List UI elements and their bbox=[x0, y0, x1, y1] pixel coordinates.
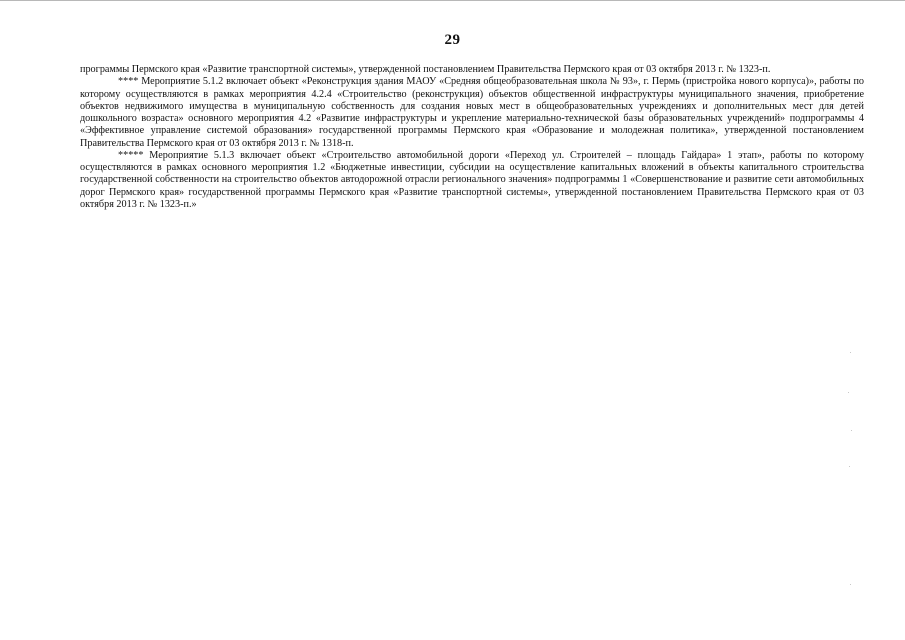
scan-speck bbox=[849, 466, 850, 467]
footnote-4-paragraph: **** Мероприятие 5.1.2 включает объект «Реконструкция здания МАОУ «Средняя общеобразовательная школа № 93», г. Пермь (пристройка нового корпуса)», работы по которому осуществляются в рамках мероприятия 4.2.4 «Строительство (реконструкция) объектов общественной инфраструктуры муниципального значения, приобретение объектов недвижимого имущества в муниципальную собственность для создания новых мест в общеобразовательных учреждениях и дополнительных мест для детей дошкольного возраста» основного мероприятия 4.2 «Развитие инфраструктуры и укрепление материально-технической базы образовательных учреждений» подпрограммы 4 «Эффективное управление системой образования» государственной программы Пермского края «Образование и молодежная политика», утвержденной постановлением Правительства Пермского края от 03 октября 2013 г. № 1318-п. bbox=[80, 76, 864, 149]
scan-speck bbox=[850, 584, 851, 585]
paragraph-continuation: программы Пермского края «Развитие транспортной системы», утвержденной постановлением Правительства Пермского края от 03 октября 2013 г. № 1323-п. bbox=[80, 64, 771, 75]
scan-speck bbox=[850, 352, 851, 353]
scan-edge-line bbox=[0, 0, 905, 1]
page-number: 29 bbox=[444, 32, 461, 48]
footnote-5-paragraph: ***** Мероприятие 5.1.3 включает объект «Строительство автомобильной дороги «Переход ул. Строителей – площадь Гайдара» 1 этап», работы по которому осуществляются в рамках основного мероприятия 1.2 «Бюджетные инвестиции, субсидии на осуществление капитальных вложений в объекты капитального строительства государственной собственности на строительство объектов автодорожной отрасли регионального значения» подпрограммы 1 «Совершенствование и развитие сети автомобильных дорог Пермского края» государственной программы Пермского края «Развитие транспортной системы», утвержденной постановлением Правительства Пермского края от 03 октября 2013 г. № 1323-п.» bbox=[80, 149, 864, 210]
document-body bbox=[80, 64, 864, 211]
scan-speck bbox=[851, 430, 852, 431]
scan-speck bbox=[848, 392, 849, 393]
